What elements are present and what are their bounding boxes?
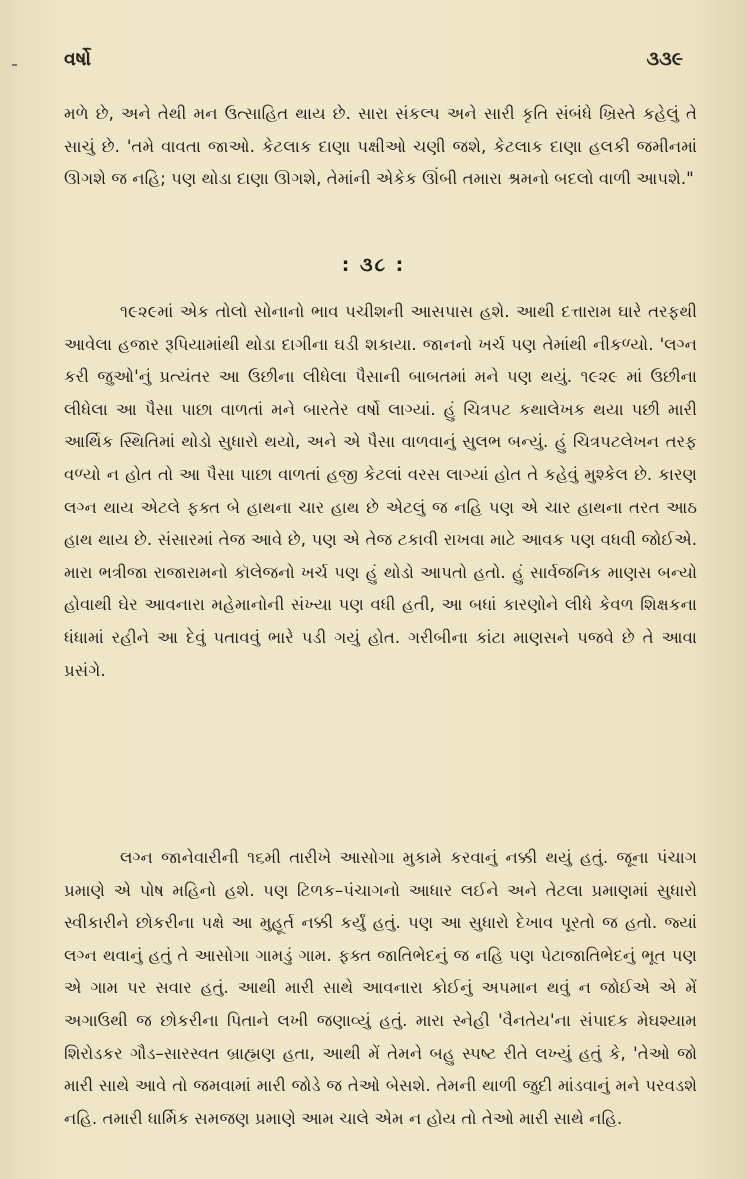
paragraph: લગ્ન જાનેવારીની ૧૬મી તારીખે આસોગા મુકામે કરવાનું નક્કી થયું હતું. જૂના પંચાગ પ્રમાણે એ પોષ મહિનો હશે. પણ ટિળક–પંચાગનો આધાર લઈને અને તેટલા પ્રમાણમાં સુધારો સ્વીકારીને છોકરીના પક્ષે આ મુહૂર્ત નક્કી કર્યું હતું. પણ આ સુધારો દેખાવ પૂરતો જ હતો. જ્યાં લગ્ન થવાનું હતું તે આસોગા ગામડું ગામ. ફક્ત જાતિભેદનું જ નહિ પણ પેટાજાતિભેદનું ભૂત પણ એ ગામ પર સવાર હતું. આથી મારી સાથે આવનારા કોઈનું અપમાન થવું ન જોઈએ એ મેં અગાઉથી જ છોકરીના પિતાને લખી જણાવ્યું હતું. મારા સ્નેહી 'વૈનતેય'ના સંપાદક મેઘશ્યામ શિરોડકર ગૌડ–સારસ્વત બ્રાહ્મણ હતા, આથી મેં તેમને બહુ સ્પષ્ટ રીતે લખ્યું હતું કે, 'તેઓ જો મારી સાથે આવે તો જમવામાં મારી જોડે જ તેઓ બેસશે. તેમની થાળી જુદી માંડવાનું મને પરવડશે નહિ. તમારી ધાર્મિક સમજણ પ્રમાણે આમ ચાલે એમ ન હોય તો તેઓ મારી સાથે નહિ. [64, 848, 697, 1128]
top-paragraph-block [64, 98, 697, 196]
paragraph: ૧૯૨૯માં એક તોલો સોનાનો ભાવ પચીશની આસપાસ હશે. આથી દત્તારામ ઘારે તરફથી આવેલા હજાર રૂપિયામાંથી થોડા દાગીના ઘડી શકાયા. જાનનો ખર્ચ પણ તેમાંથી નીકળ્યો. 'લગ્ન કરી જુઓ'નું પ્રત્યંતર આ ઉછીના લીધેલા પૈસાની બાબતમાં મને પણ થયું. ૧૯૨૯ માં ઉછીના લીધેલા આ પૈસા પાછા વાળતાં મને બારતેર વર્ષો લાગ્યાં. હું ચિત્રપટ કથાલેખક થયા પછી મારી આર્થિક સ્થિતિમાં થોડો સુધારો થયો, અને એ પૈસા વાળવાનું સુલભ બન્યું. હું ચિત્રપટલેખન તરફ વળ્યો ન હોત તો આ પૈસા પાછા વાળતાં હજી કેટલાં વરસ લાગ્યાં હોત તે કહેવું મુશ્કેલ છે. કારણ લગ્ન થાય એટલે ફક્ત બે હાથના ચાર હાથ છે એટલું જ નહિ પણ એ ચાર હાથના તરત આઠ હાથ થાય છે. સંસારમાં તેજ આવે છે, પણ એ તેજ ટકાવી રાખવા માટે આવક પણ વધવી જોઈએ. મારા ભત્રીજા રાજારામનો કૉલેજનો ખર્ચ પણ હું થોડો આપતો હતો. હું સાર્વજનિક માણસ બન્યો હોવાથી ઘેર આવનારા મહેમાનોની સંખ્યા પણ વધી હતી, આ બધાં કારણોને લીધે કેવળ શિક્ષકના ધંધામાં રહીને આ દેવું પતાવવું ભારે પડી ગયું હોત. ગરીબીના કાંટા માણસને પજવે છે તે આવા પ્રસંગે. [64, 302, 697, 680]
main-paragraph-block [64, 296, 697, 687]
running-head [64, 48, 683, 70]
chapter-title: વર્ષો [64, 48, 92, 70]
section-number: : ૩૮ : [341, 254, 406, 276]
page-number: ૩૩૯ [646, 48, 683, 70]
margin-mark [12, 64, 17, 66]
paragraph: મળે છે, અને તેથી મન ઉત્સાહિત થાય છે. સારા સંકલ્પ અને સારી કૃતિ સંબંધે ખ્રિસ્તે કહેલું તે સાચું છે. 'તમે વાવતા જાઓ. કેટલાક દાણા પક્ષીઓ ચણી જશે, કેટલાક દાણા હલકી જમીનમાં ઊગશે જ નહિ; પણ થોડા દાણા ઊગશે, તેમાંની એકેક ઊંબી તમારા શ્રમનો બદલો વાળી આપશે." [64, 104, 697, 189]
bottom-paragraph-block [64, 842, 697, 1135]
